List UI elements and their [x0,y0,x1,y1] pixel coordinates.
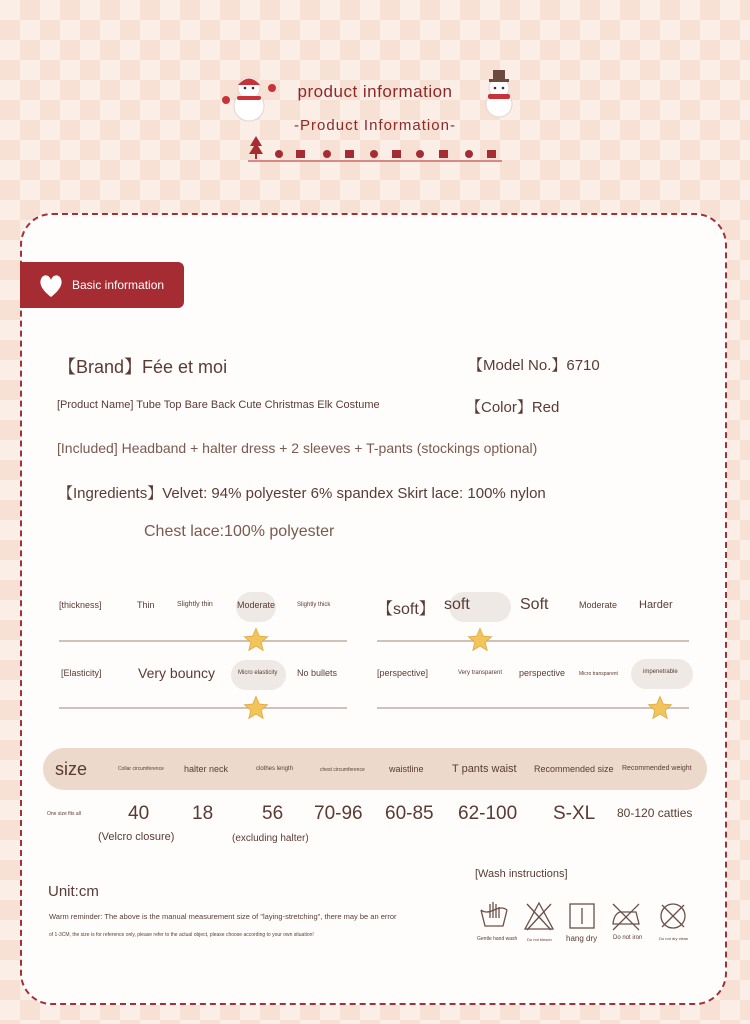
brand-text: 【Brand】Fée et moi [58,357,228,377]
size-value-collar: 40 [128,803,150,824]
unit-text: Unit:cm [48,883,99,900]
soft-label: 【soft】 [377,601,435,618]
size-value-waist: 60-85 [385,803,434,824]
size-value-halter: 18 [192,803,214,824]
size-note-collar: (Velcro closure) [98,831,175,843]
perspective-star-icon [646,694,674,727]
ingredients-text: 【Ingredients】Velvet: 94% polyester 6% spandex Skirt lace: 100% nylon [58,485,546,502]
header-title: product information [297,82,453,101]
size-value-tpants: 62-100 [458,803,518,824]
size-header-chest: chest circumference [320,767,365,773]
hand-wash-icon [478,898,510,935]
perspective-option-very-transparent: Very transparent [458,670,503,676]
no-dry-clean-icon [657,900,689,937]
thickness-star-icon [242,626,270,659]
perspective-option-micro-transparent: Micro transparent [579,671,618,677]
thickness-option-thin: Thin [137,600,155,610]
size-header-waist: waistline [389,764,424,774]
elasticity-label: [Elasticity] [61,668,102,678]
soft-option-soft: soft [444,596,470,613]
size-value-rec-size: S-XL [553,803,596,824]
heart-icon [38,270,64,303]
reminder-line-2: of 1-3CM, the size is for reference only, please refer to the actual object, please choose according to your own situation! [49,932,314,938]
no-bleach-icon [523,900,555,937]
size-header-halter: halter neck [184,764,229,774]
thickness-label: [thickness] [59,600,102,610]
size-value-chest: 70-96 [314,803,363,824]
header-subtitle: -Product Information- [294,117,456,134]
perspective-option-perspective: perspective [519,668,566,678]
soft-scale-line [377,640,689,642]
info-card [20,213,727,1005]
wash-label-hand-wash: Gentle hand wash [477,936,518,942]
wash-label-no-dry-clean: Do not dry clean [659,936,689,941]
model-text: 【Model No.】6710 [468,357,600,374]
size-note-length: (excluding halter) [232,833,309,844]
hang-dry-icon [566,900,598,937]
christmas-garland-icon [248,134,504,164]
size-header-size: size [55,759,88,779]
wash-label-no-iron: Do not iron [613,935,643,941]
perspective-scale-line [377,707,689,709]
elasticity-option-micro: Micro elasticity [238,670,278,676]
size-row-label: One size fits all [47,811,81,817]
product-name-text: [Product Name] Tube Top Bare Back Cute Christmas Elk Costume [57,399,380,411]
perspective-label: [perspective] [377,668,429,678]
size-header-collar: Collar circumference [118,766,164,772]
wash-label-no-bleach: Do not bleach [527,937,552,942]
chest-lace-text: Chest lace:100% polyester [144,523,335,540]
thickness-option-moderate: Moderate [237,600,276,610]
thickness-scale-line [59,640,347,642]
soft-star-icon [466,626,494,659]
color-text: 【Color】Red [466,399,560,416]
size-header-tpants: T pants waist [452,763,517,775]
section-tag [20,262,184,308]
soft-option-moderate: Moderate [579,600,618,610]
elasticity-scale-line [59,707,347,709]
thickness-option-slightly-thin: Slightly thin [177,601,213,608]
size-header-length: clothes length [256,766,294,772]
elasticity-option-very-bouncy: Very bouncy [138,665,216,681]
size-value-rec-weight: 80-120 catties [617,806,693,820]
soft-option-soft-2: Soft [520,596,549,613]
size-header-rec-size: Recommended size [534,764,614,774]
size-value-length: 56 [262,803,284,824]
wash-title: [Wash instructions] [475,868,568,880]
thickness-option-slightly-thick: Slightly thick [297,602,331,608]
reminder-line-1: Warm reminder: The above is the manual measurement size of "laying-stretching", there may be an error [49,912,397,921]
soft-option-harder: Harder [639,599,673,611]
wash-label-hang-dry: hang dry [566,934,598,943]
no-iron-icon [610,900,642,937]
elasticity-option-no-bullets: No bullets [297,668,338,678]
section-tag-label: Basic information [72,278,165,292]
size-header-rec-weight: Recommended weight [622,765,692,772]
included-text: [Included] Headband + halter dress + 2 sleeves + T-pants (stockings optional) [57,440,538,456]
perspective-option-impenetrable: impenetrable [643,669,678,675]
elasticity-star-icon [242,694,270,727]
